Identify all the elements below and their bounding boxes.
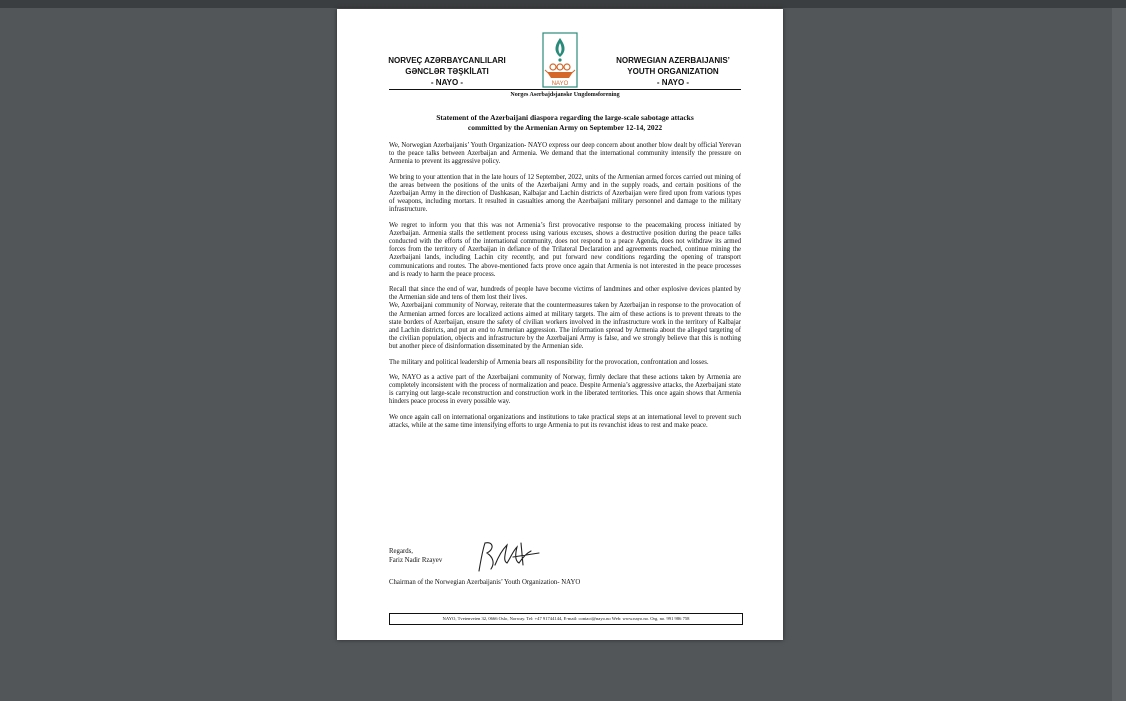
nayo-logo [542,32,578,88]
org-left-line-2: GƏNCLƏR TƏŞKİLATI [405,67,489,76]
statement-title [389,113,741,133]
org-name-norwegian: Norges Aserbajdsjanske Ungdomsforening [510,92,620,98]
paragraph: We, Norwegian Azerbaijanis’ Youth Organization- NAYO express our deep concern about another blow dealt by official Yerevan to the peace talks between Azerbaijan and Armenia. We demand that the international community intensify the pressure on Armenia to prevent its aggressive policy. [389,142,741,166]
signatory-name: Fariz Nadir Rzayev [389,557,443,564]
letterhead-divider [389,89,741,90]
org-right-line-3: - NAYO - [656,78,690,87]
org-right-line-1: NORWEGIAN AZERBAIJANIS’ [616,56,730,65]
viewer-toolbar [0,0,1126,8]
letterhead [337,9,783,109]
paragraph: We, Azerbaijani community of Norway, reiterate that the countermeasures taken by Azerbaijan in response to the provocation of the Armenian armed forces are localized actions aimed at military targets. The aim of these actions is to prevent threats to the state borders of Azerbaijan, ensure the safety of civilian workers involved in the infrastructure work in the territory of Kalbajar and Lachin districts, and put an end to Armenian aggression. The information spread by Armenia about the alleged targeting of the civilian population, objects and infrastructure by the Azerbaijani Army is false, and we strongly believe that this is nothing but another piece of disinformation disseminated by the Armenian side. [389,302,741,351]
vertical-scrollbar[interactable] [1112,8,1126,701]
paragraph: We bring to your attention that in the late hours of 12 September, 2022, units of the Armenian armed forces carried out mining of the areas between the positions of the units of the Azerbaijani Army and in the supply roads, and certain positions of the Azerbaijan Army in the direction of Dashkasan, Kalbajar and Lachin districts of Azerbaijan were fired upon from various types of weapons, including mortars. It resulted in casualties among the Azerbaijani military personnel and damage to the military infrastructure. [389,173,741,214]
paragraph: Recall that since the end of war, hundreds of people have become victims of landmines and other explosive devices planted by the Armenian side and tens of them lost their lives. [389,286,741,302]
handwritten-signature [473,535,545,577]
paragraph: The military and political leadership of Armenia bears all responsibility for the provocation, confrontation and losses. [389,358,709,366]
regards-text: Regards, [389,548,413,555]
closing-block [389,547,741,565]
footer-contact: NAYO, Tvetenveien 32, 0666 Oslo, Norway. Tel: +47 91744144, E-mail: contact@nayo.no Web: www.nayo.no. Org. no. 991 986 758 [389,613,743,625]
org-name-azerbaijani [377,55,517,88]
org-left-line-1: NORVEÇ AZƏRBAYCANLILARI [388,56,506,65]
org-right-line-2: YOUTH ORGANIZATION [627,67,719,76]
paragraph: We once again call on international organizations and institutions to take practical steps at an international level to prevent such attacks, while at the same time intensifying efforts to urge Armenia to put its revanchist ideas to rest and make peace. [389,413,741,429]
paragraph: We, NAYO as a active part of the Azerbaijani community of Norway, firmly declare that these actions taken by Armenia are completely inconsistent with the process of normalization and peace. Despite Armenia’s aggressive attacks, the Azerbaijani state is carrying out large-scale reconstruction and construction work in the liberated territories. This once again shows that Armenia hinders peace process in every possible way. [389,373,741,406]
document-page [337,9,783,640]
org-left-line-3: - NAYO - [430,78,464,87]
chairman-title: Chairman of the Norwegian Azerbaijanis’ Youth Organization- NAYO [389,579,581,586]
org-name-english [599,55,747,88]
logo-text: NAYO [551,81,569,87]
paragraph: We regret to inform you that this was not Armenia’s first provocative response to the peacemaking process initiated by Azerbaijan. Armenia stalls the settlement process using various excuses, shows a destructive position during the peace talks conducted with the efforts of the international community, does not respond to a peace Agenda, does not withdraw its armed forces from the territory of Azerbaijan in defiance of the Trilateral Declaration and agreements reached, continue mining the Azerbaijani lands, including Lachin city recently, and put forward new conditions regarding the opening of transport communications and routes. The above-mentioned facts prove once again that Armenia is not interested in the peace processes and is ready to harm the peace process. [389,221,741,278]
title-line-2: committed by the Armenian Army on September 12-14, 2022 [467,123,663,132]
statement-body [389,142,741,437]
title-line-1: Statement of the Azerbaijani diaspora regarding the large-scale sabotage attacks [436,113,694,122]
